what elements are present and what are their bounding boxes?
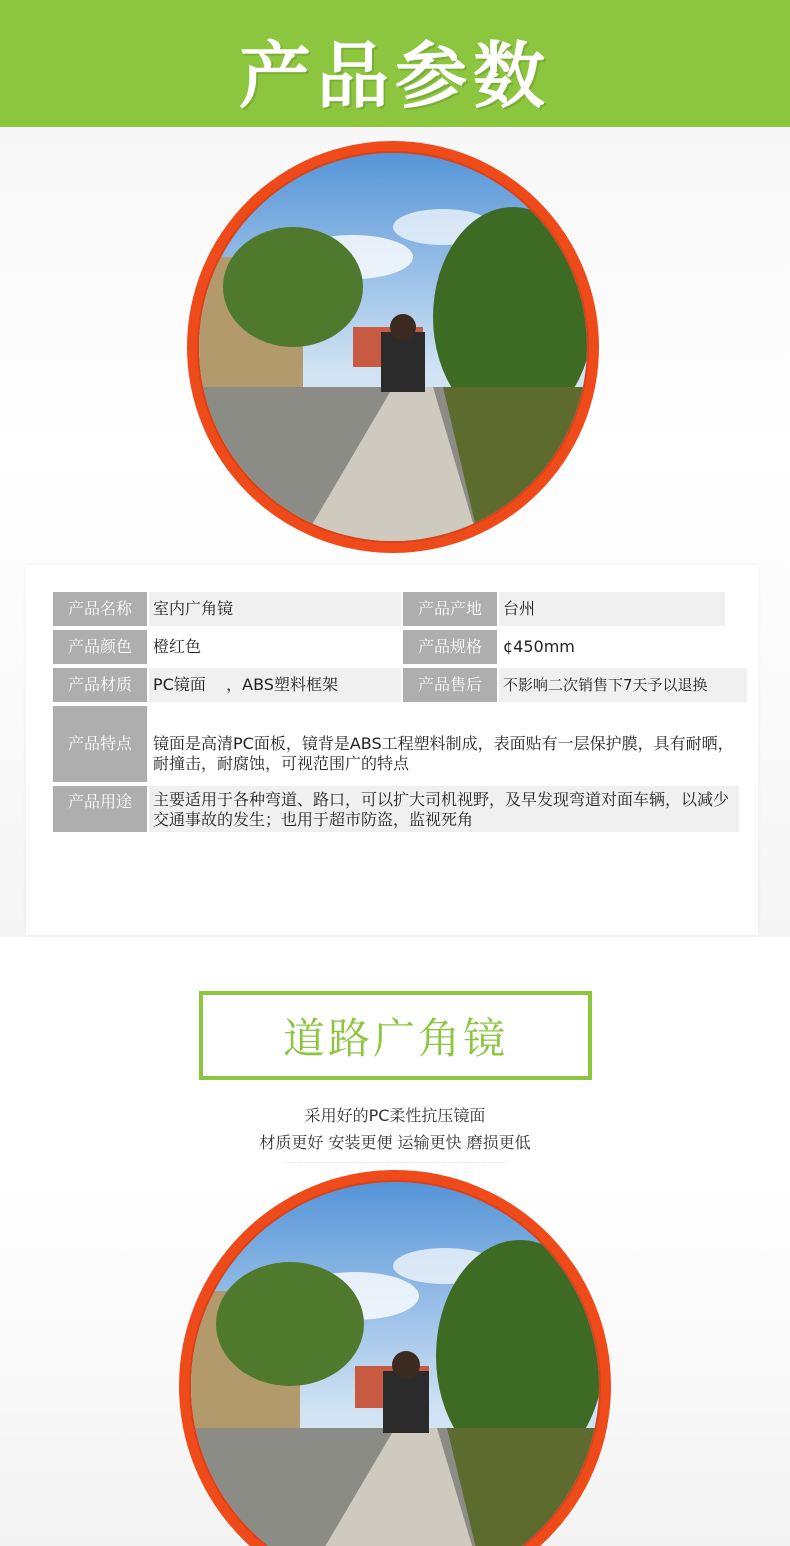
spec-after-sales-value: 不影响二次销售下7天予以退换 — [499, 668, 747, 702]
spec-name-value: 室内广角镜 — [149, 592, 401, 626]
spec-usage-value: 主要适用于各种弯道、路口，可以扩大司机视野，及早发现弯道对面车辆，以减少交通事故的发生；也用于超市防盗，监视死角 — [149, 786, 739, 832]
page-title: 产品参数 — [238, 34, 551, 118]
spec-feature-label: 产品特点 — [53, 706, 147, 782]
tagline-1: 采用好的PC柔性抗压镜面 — [304, 1106, 486, 1125]
spec-material-value: PC镜面 ，ABS塑料框架 — [149, 668, 401, 702]
spec-feature-value: 镜面是高清PC面板，镜背是ABS工程塑料制成，表面贴有一层保护膜，具有耐晒，耐撞击，耐腐蚀，可视范围广的特点 — [149, 706, 739, 782]
spec-origin-value: 台州 — [499, 592, 725, 626]
section-title: 道路广角镜 — [282, 1013, 508, 1063]
spec-size-label: 产品规格 — [403, 630, 497, 664]
spec-name-label: 产品名称 — [53, 592, 147, 626]
section-title-box — [199, 991, 592, 1080]
spec-after-sales-label: 产品售后 — [403, 668, 497, 702]
mirror-image — [183, 137, 603, 557]
tagline-2: 材质更好 安装更便 运输更快 磨损更低 — [259, 1133, 531, 1152]
spec-origin-label: 产品产地 — [403, 592, 497, 626]
mirror-image-2 — [175, 1166, 615, 1546]
spec-color-label: 产品颜色 — [53, 630, 147, 664]
spec-material-label: 产品材质 — [53, 668, 147, 702]
fine-print: ····················································································································· — [283, 1160, 507, 1167]
spec-color-value: 橙红色 — [149, 630, 401, 664]
spec-usage-label: 产品用途 — [53, 786, 147, 832]
spec-size-value: ¢450mm — [499, 630, 725, 664]
header-banner — [0, 0, 790, 127]
